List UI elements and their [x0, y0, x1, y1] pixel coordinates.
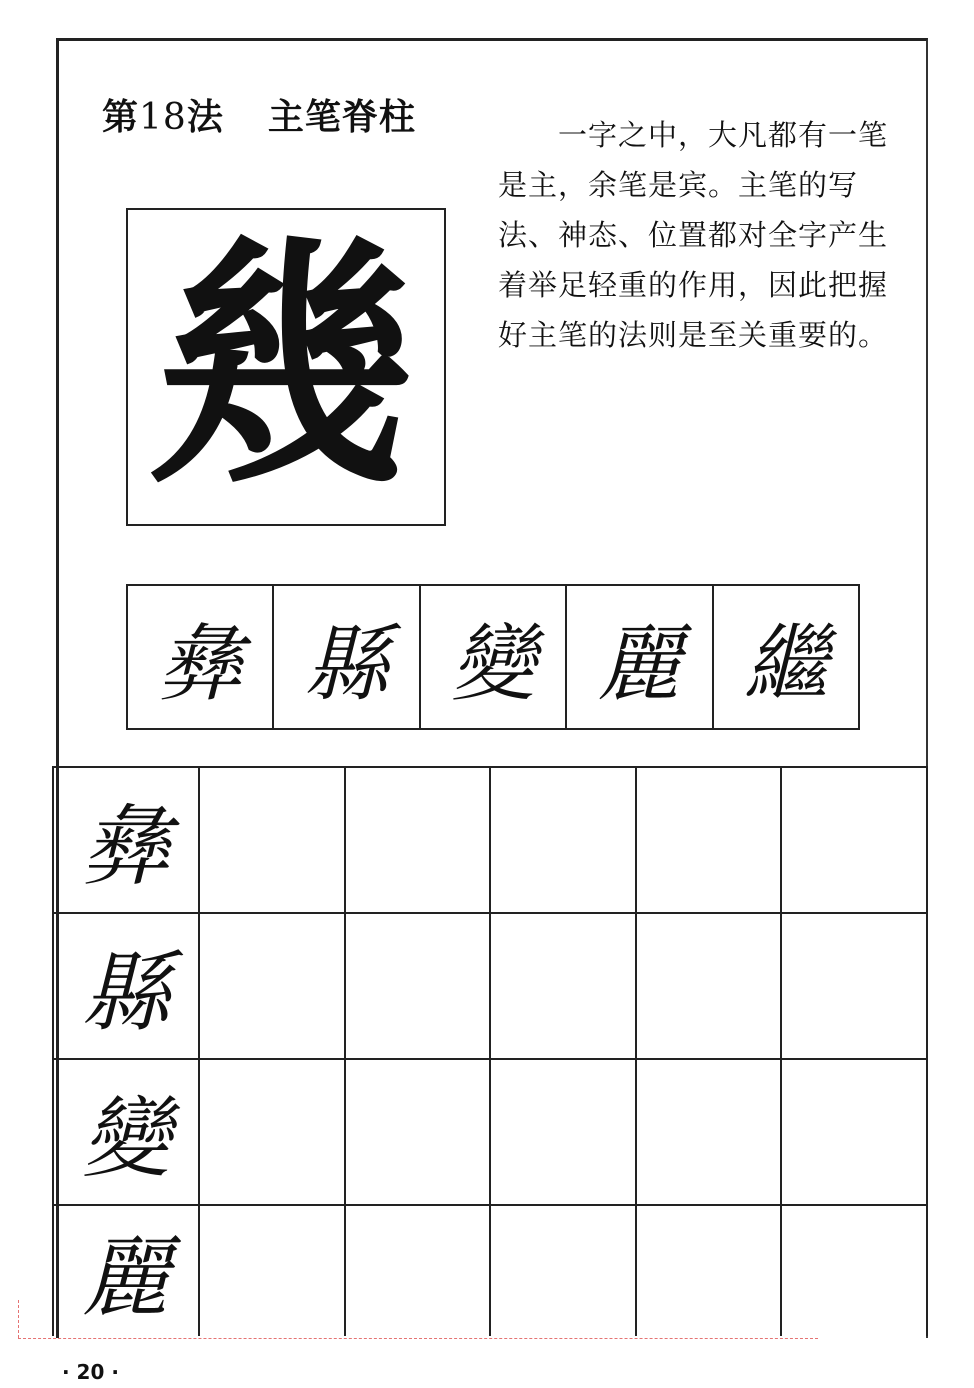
practice-cell: [781, 1059, 927, 1205]
example-character: 縣: [274, 586, 420, 728]
model-character: 麗: [53, 1205, 199, 1336]
practice-cell: [199, 1205, 345, 1336]
lesson-title: [102, 97, 416, 138]
model-character: 彝: [53, 767, 199, 913]
practice-cell: [345, 913, 491, 1059]
practice-row: [53, 767, 927, 913]
title-suffix: 法: [186, 97, 224, 138]
practice-cell: [490, 913, 636, 1059]
practice-cell: [636, 1059, 782, 1205]
practice-grid: [52, 766, 928, 1336]
title-prefix: 第: [102, 97, 140, 138]
practice-cell: [781, 1205, 927, 1336]
example-character: 變: [421, 586, 567, 728]
practice-cell: [781, 913, 927, 1059]
practice-cell: [490, 767, 636, 913]
practice-cell: [636, 1205, 782, 1336]
title-name: 主笔脊柱: [267, 97, 416, 138]
practice-cell: [636, 767, 782, 913]
model-character: 縣: [53, 913, 199, 1059]
margin-guide-horizontal: [18, 1338, 818, 1339]
practice-row: [53, 1205, 927, 1336]
practice-cell: [199, 767, 345, 913]
hero-character: 幾: [140, 214, 433, 519]
practice-cell: [345, 1205, 491, 1336]
practice-cell: [490, 1059, 636, 1205]
model-character: 變: [53, 1059, 199, 1205]
lesson-description: 一字之中，大凡都有一笔是主，余笔是宾。主笔的写法、神态、位置都对全字产生着举足轻重的作用，因此把握好主笔的法则是至关重要的。: [498, 118, 889, 352]
practice-cell: [345, 767, 491, 913]
example-characters: [126, 584, 860, 730]
practice-cell: [490, 1205, 636, 1336]
page-number: · 20 ·: [62, 1360, 119, 1384]
practice-cell: [199, 1059, 345, 1205]
practice-cell: [345, 1059, 491, 1205]
practice-cell: [636, 913, 782, 1059]
practice-cell: [199, 913, 345, 1059]
title-number: 18: [139, 97, 187, 138]
margin-guide-vertical: [18, 1300, 19, 1338]
example-character: 彝: [128, 586, 274, 728]
example-character: 麗: [567, 586, 713, 728]
hero-character-box: [126, 208, 446, 526]
example-character: 繼: [743, 614, 828, 713]
practice-row: [53, 1059, 927, 1205]
practice-cell: [781, 767, 927, 913]
practice-row: [53, 913, 927, 1059]
